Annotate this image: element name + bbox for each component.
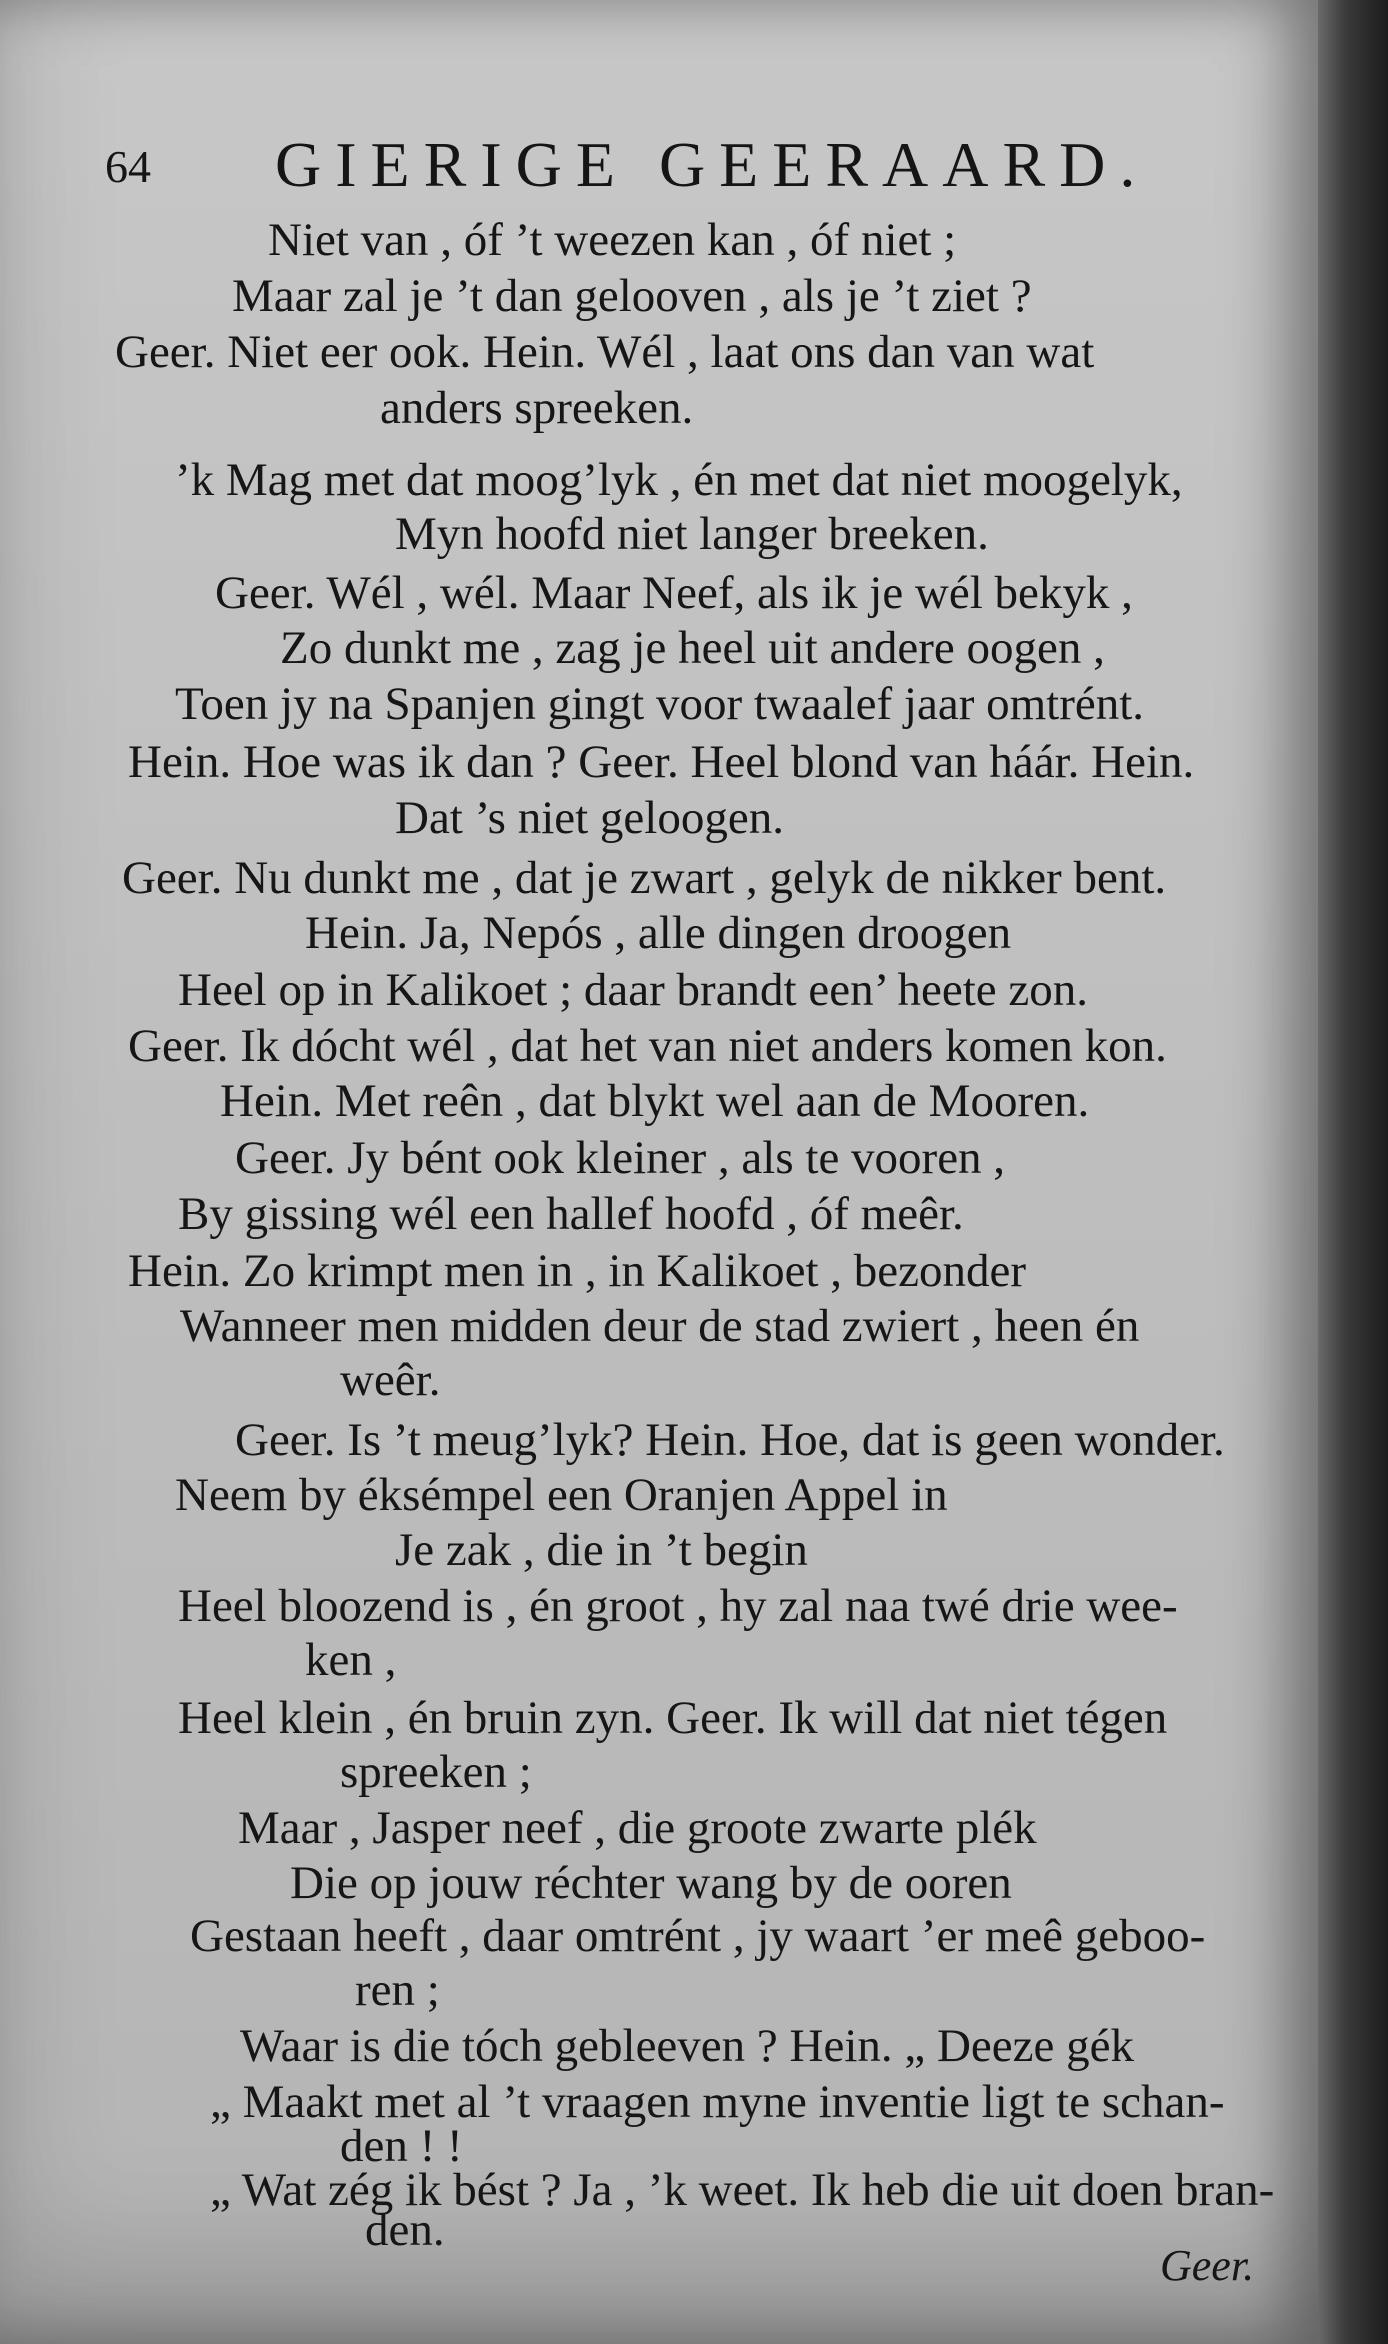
page-number: 64 (105, 141, 151, 192)
text-line: Waar is die tóch gebleeven ? Hein. „ Deeze gék (240, 2020, 1134, 2072)
text-line: Myn hoofd niet langer breeken. (395, 508, 989, 560)
text-line: Geer. Nu dunkt me , dat je zwart , gelyk de nikker bent. (122, 852, 1167, 904)
text-line: Gestaan heeft , daar omtrént , jy waart ’er meê geboo- (190, 1910, 1206, 1962)
text-line: Hein. Ja, Nepós , alle dingen droogen (305, 907, 1012, 959)
text-line: Wanneer men midden deur de stad zwiert , heen én (180, 1300, 1140, 1352)
text-line: Heel klein , én bruin zyn. Geer. Ik will dat niet tégen (178, 1692, 1168, 1744)
text-line: Geer. Jy bént ook kleiner , als te vooren , (235, 1132, 1006, 1184)
text-line: ren ; (355, 1964, 440, 2016)
text-line: „ Wat zég ik bést ? Ja , ’k weet. Ik heb die uit doen bran- (210, 2164, 1275, 2216)
text-line: ken , (305, 1634, 397, 1686)
text-line: Geer. Ik dócht wél , dat het van niet anders komen kon. (128, 1020, 1167, 1072)
book-gutter-edge (1318, 0, 1388, 2344)
text-line: Neem by éksémpel een Oranjen Appel in (175, 1469, 948, 1521)
text-line: Hein. Hoe was ik dan ? Geer. Heel blond van háár. Hein. (128, 736, 1195, 788)
text-line: ’k Mag met dat moog’lyk , én met dat niet moogelyk, (175, 454, 1183, 506)
text-line: By gissing wél een hallef hoofd , óf meêr. (178, 1188, 964, 1240)
running-title: GIERIGE GEERAARD. (275, 129, 1150, 200)
text-line: spreeken ; (340, 1746, 532, 1798)
text-line: den. (365, 2204, 445, 2256)
text-line: Niet van , óf ’t weezen kan , óf niet ; (268, 214, 957, 266)
text-line: Zo dunkt me , zag je heel uit andere oogen , (280, 622, 1105, 674)
text-line: Geer. Wél , wél. Maar Neef, als ik je wél bekyk , (215, 567, 1133, 619)
text-line: Toen jy na Spanjen gingt voor twaalef jaar omtrént. (175, 678, 1145, 730)
text-line: anders spreeken. (380, 382, 694, 434)
text-line: „ Maakt met al ’t vraagen myne inventie ligt te schan- (210, 2076, 1225, 2128)
text-line: Maar , Jasper neef , die groote zwarte plék (238, 1802, 1037, 1854)
text-line: Maar zal je ’t dan gelooven , als je ’t ziet ? (232, 270, 1032, 322)
text-line: Dat ’s niet geloogen. (395, 792, 784, 844)
catchword: Geer. (1160, 2241, 1255, 2290)
text-line: den ! ! (340, 2120, 463, 2172)
text-line: Je zak , die in ’t begin (395, 1524, 808, 1576)
text-line: Hein. Zo krimpt men in , in Kalikoet , bezonder (128, 1245, 1027, 1297)
text-line: weêr. (340, 1354, 441, 1406)
text-line: Heel bloozend is , én groot , hy zal naa twé drie wee- (178, 1580, 1178, 1632)
text-line: Geer. Niet eer ook. Hein. Wél , laat ons dan van wat (115, 326, 1095, 378)
text-line: Geer. Is ’t meug’lyk? Hein. Hoe, dat is geen wonder. (235, 1414, 1225, 1466)
text-line: Hein. Met reên , dat blykt wel aan de Mooren. (220, 1075, 1090, 1127)
text-line: Die op jouw réchter wang by de ooren (290, 1857, 1012, 1909)
text-line: Heel op in Kalikoet ; daar brandt een’ heete zon. (178, 964, 1089, 1016)
